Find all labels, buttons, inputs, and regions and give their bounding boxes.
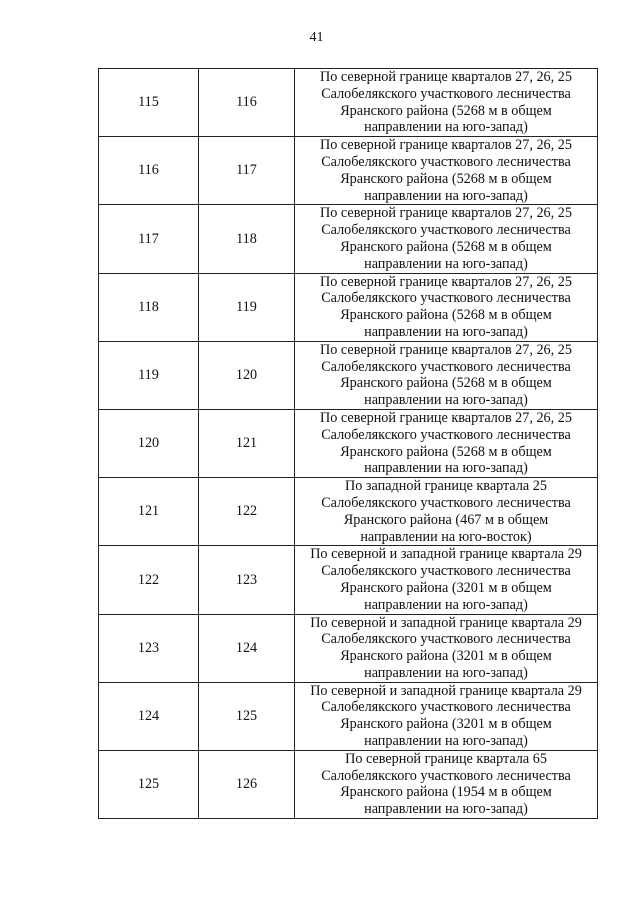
to-point-cell: 119 — [199, 273, 295, 341]
description-line: Яранского района (5268 м в общем — [340, 102, 552, 119]
table-row — [99, 750, 598, 818]
description-line: Салобелякского участкового лесничества — [321, 358, 571, 375]
description-line: Яранского района (467 м в общем — [343, 511, 549, 528]
from-point-cell: 115 — [99, 69, 199, 137]
description-line: По северной границе кварталов 27, 26, 25 — [320, 341, 572, 358]
table-row — [99, 409, 598, 477]
description-line: Яранского района (5268 м в общем — [340, 443, 552, 460]
to-point-cell: 117 — [199, 137, 295, 205]
description-line: направлении на юго-запад) — [364, 460, 528, 477]
table-row — [99, 205, 598, 273]
description-cell — [295, 682, 598, 750]
description-cell — [295, 478, 598, 546]
from-point-cell: 125 — [99, 750, 199, 818]
description-cell — [295, 341, 598, 409]
table-row — [99, 478, 598, 546]
description-cell — [295, 137, 598, 205]
description-cell — [295, 750, 598, 818]
description-line: По северной границе кварталов 27, 26, 25 — [320, 137, 572, 154]
from-point-cell: 117 — [99, 205, 199, 273]
description-line: Салобелякского участкового лесничества — [321, 494, 571, 511]
from-point-cell: 118 — [99, 273, 199, 341]
from-point-cell: 122 — [99, 546, 199, 614]
description-line: направлении на юго-запад) — [364, 323, 528, 340]
description-line: Салобелякского участкового лесничества — [321, 699, 571, 716]
page-number: 41 — [309, 30, 324, 45]
description-line: направлении на юго-запад) — [364, 801, 528, 818]
description-line: Яранского района (5268 м в общем — [340, 307, 552, 324]
to-point-cell: 124 — [199, 614, 295, 682]
table-row — [99, 273, 598, 341]
description-cell — [295, 409, 598, 477]
description-line: По северной и западной границе квартала 29 — [310, 546, 582, 563]
boundary-table-body — [99, 69, 598, 819]
to-point-cell: 118 — [199, 205, 295, 273]
description-cell — [295, 205, 598, 273]
description-line: Яранского района (3201 м в общем — [340, 716, 552, 733]
table-row — [99, 69, 598, 137]
description-line: Салобелякского участкового лесничества — [321, 767, 571, 784]
description-line: направлении на юго-запад) — [364, 392, 528, 409]
to-point-cell: 123 — [199, 546, 295, 614]
from-point-cell: 121 — [99, 478, 199, 546]
description-line: Яранского района (1954 м в общем — [340, 784, 552, 801]
description-line: Яранского района (3201 м в общем — [340, 579, 552, 596]
description-line: направлении на юго-запад) — [364, 596, 528, 613]
table-row — [99, 546, 598, 614]
to-point-cell: 120 — [199, 341, 295, 409]
description-line: направлении на юго-запад) — [364, 119, 528, 136]
description-line: По северной границе кварталов 27, 26, 25 — [320, 409, 572, 426]
description-line: направлении на юго-восток) — [360, 528, 532, 545]
to-point-cell: 116 — [199, 69, 295, 137]
description-line: Яранского района (5268 м в общем — [340, 170, 552, 187]
description-line: По северной границе кварталов 27, 26, 25 — [320, 69, 572, 85]
from-point-cell: 123 — [99, 614, 199, 682]
from-point-cell: 120 — [99, 409, 199, 477]
from-point-cell: 116 — [99, 137, 199, 205]
description-line: Яранского района (5268 м в общем — [340, 375, 552, 392]
to-point-cell: 121 — [199, 409, 295, 477]
description-line: По северной границе кварталов 27, 26, 25 — [320, 273, 572, 290]
description-line: По северной и западной границе квартала 29 — [310, 614, 582, 631]
from-point-cell: 124 — [99, 682, 199, 750]
description-line: Яранского района (3201 м в общем — [340, 648, 552, 665]
description-cell — [295, 69, 598, 137]
to-point-cell: 125 — [199, 682, 295, 750]
description-cell — [295, 614, 598, 682]
description-line: Салобелякского участкового лесничества — [321, 426, 571, 443]
table-row — [99, 341, 598, 409]
description-line: Салобелякского участкового лесничества — [321, 563, 571, 580]
description-cell — [295, 546, 598, 614]
description-line: Салобелякского участкового лесничества — [321, 290, 571, 307]
description-line: Салобелякского участкового лесничества — [321, 631, 571, 648]
description-line: По западной границе квартала 25 — [345, 478, 547, 495]
description-line: направлении на юго-запад) — [364, 187, 528, 204]
description-cell — [295, 273, 598, 341]
table-row — [99, 137, 598, 205]
boundary-table — [98, 68, 598, 819]
description-line: направлении на юго-запад) — [364, 255, 528, 272]
table-row — [99, 614, 598, 682]
table-row — [99, 682, 598, 750]
description-line: По северной и западной границе квартала 29 — [310, 682, 582, 699]
description-line: Яранского района (5268 м в общем — [340, 238, 552, 255]
from-point-cell: 119 — [99, 341, 199, 409]
description-line: направлении на юго-запад) — [364, 733, 528, 750]
description-line: Салобелякского участкового лесничества — [321, 85, 571, 102]
description-line: направлении на юго-запад) — [364, 664, 528, 681]
description-line: Салобелякского участкового лесничества — [321, 153, 571, 170]
to-point-cell: 126 — [199, 750, 295, 818]
to-point-cell: 122 — [199, 478, 295, 546]
description-line: По северной границе кварталов 27, 26, 25 — [320, 205, 572, 222]
description-line: Салобелякского участкового лесничества — [321, 222, 571, 239]
description-line: По северной границе квартала 65 — [345, 750, 547, 767]
